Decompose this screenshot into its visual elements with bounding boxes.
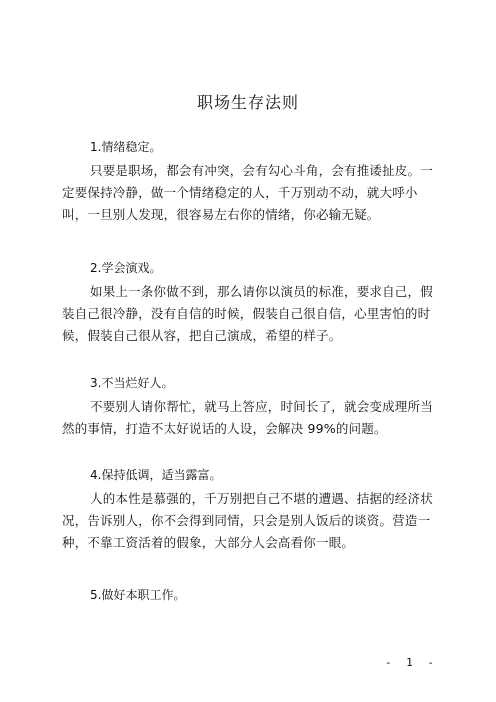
page-number: - 1 - (384, 656, 438, 669)
section-3-heading: 3.不当烂好人。 (90, 376, 174, 390)
section-2 (62, 259, 440, 347)
section-1-text: 只要是职场，都会有冲突，会有勾心斗角，会有推诿扯皮。一定要保持冷静，做一个情绪稳定的人，千万别动不动，就大呼小叫，一旦别人发现，很容易左右你的情绪，你必输无疑。 (62, 163, 433, 222)
section-5 (62, 586, 440, 604)
section-3 (62, 374, 440, 440)
section-1 (62, 138, 440, 226)
section-2-text: 如果上一条你做不到，那么请你以演员的标准，要求自己，假装自己很冷静，没有自信的时候，假装自己很自信，心里害怕的时候，假装自己很从容，把自己演成，希望的样子。 (62, 284, 433, 343)
section-4 (62, 466, 440, 554)
section-5-heading: 5.做好本职工作。 (90, 588, 186, 602)
section-2-heading: 2.学会演戏。 (90, 261, 162, 275)
section-4-text: 人的本性是慕强的，千万别把自己不堪的遭遇、拮据的经济状况，告诉别人，你不会得到同情，只会是别人饭后的谈资。营造一种，不靠工资活着的假象，大部分人会高看你一眼。 (62, 491, 433, 550)
section-1-heading: 1.情绪稳定。 (90, 140, 162, 154)
section-4-heading: 4.保持低调，适当露富。 (90, 468, 222, 482)
document-title: 职场生存法则 (196, 93, 299, 112)
section-3-text: 不要别人请你帮忙，就马上答应，时间长了，就会变成理所当然的事情，打造不太好说话的人设，会解决 99%的问题。 (62, 399, 433, 436)
